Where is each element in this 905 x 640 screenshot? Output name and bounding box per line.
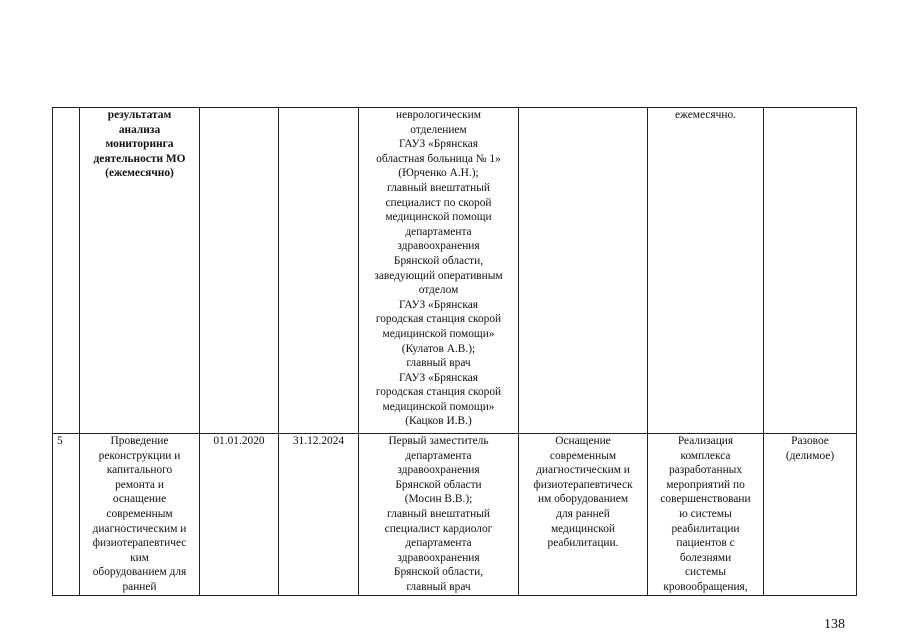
- event-cell: результатам анализа мониторинга деятельности МО (ежемесячно): [80, 108, 200, 434]
- responsible-cell: Первый заместитель департамента здравоохранения Брянской области (Мосин В.В.); главный внештатный специалист кардиолог департамента здравоохранения Брянской области, главный врач: [359, 434, 519, 596]
- characteristic-cell: [519, 108, 648, 434]
- characteristic-cell: Оснащение современным диагностическим и физиотерапевтическ им оборудованием для ранней медицинской реабилитации.: [519, 434, 648, 596]
- table-row: [53, 434, 857, 596]
- event-cell: Проведение реконструкции и капитального ремонта и оснащение современным диагностическим и физиотерапевтичес ким оборудованием для ранней: [80, 434, 200, 596]
- responsible-cell: неврологическим отделением ГАУЗ «Брянская областная больница № 1» (Юрченко А.Н.); главный внештатный специалист по скорой медицинской помощи департамента здравоохранения Брянской области, заведующий оперативным отделом ГАУЗ «Брянская городская станция скорой медицинской помощи» (Кулатов А.В.); главный врач ГАУЗ «Брянская городская станция скорой медицинской помощи» (Кацков И.В.): [359, 108, 519, 434]
- row-number: [53, 108, 80, 434]
- end-date-cell: [279, 108, 359, 434]
- type-cell: [764, 108, 857, 434]
- type-cell: Разовое (делимое): [764, 434, 857, 596]
- result-cell: Реализация комплекса разработанных мероприятий по совершенствовани ю системы реабилитации пациентов с болезнями системы кровообращения,: [648, 434, 764, 596]
- plan-table: [52, 107, 857, 596]
- end-date-cell: 31.12.2024: [279, 434, 359, 596]
- row-number: 5: [53, 434, 80, 596]
- page-number: 138: [824, 617, 845, 632]
- result-cell: ежемесячно.: [648, 108, 764, 434]
- start-date-cell: 01.01.2020: [200, 434, 279, 596]
- start-date-cell: [200, 108, 279, 434]
- table-row: [53, 108, 857, 434]
